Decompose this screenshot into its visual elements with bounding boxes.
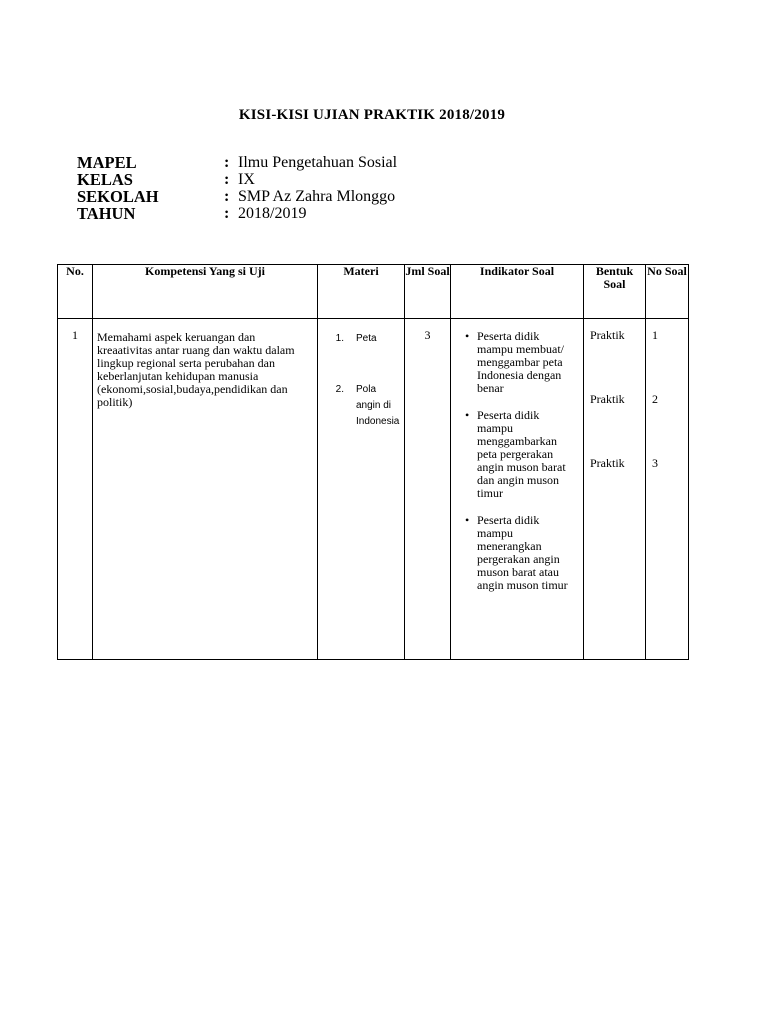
info-row-sekolah xyxy=(77,188,397,205)
info-value: IX xyxy=(238,170,255,188)
materi-item xyxy=(318,331,404,347)
indikator-text: • Peserta didik mampu menerangkan pergerakan angin muson barat atau angin muson timur xyxy=(477,513,568,592)
bentuk-soal-value: Praktik xyxy=(590,392,625,406)
kompetensi-text: Memahami aspek keruangan dan kreaativitas antar ruang dan waktu dalam lingkup regional serta perubahan dan keberlanjutan kehidupan manusia (ekonomi,sosial,budaya,pendidikan dan politik) xyxy=(93,319,318,660)
info-label: TAHUN xyxy=(77,203,136,223)
indikator-item xyxy=(465,514,579,592)
no-soal-value: 1 xyxy=(652,328,658,342)
header-indikator: Indikator Soal xyxy=(451,265,584,319)
info-colon: : xyxy=(224,153,230,171)
info-colon: : xyxy=(224,204,230,222)
header-materi: Materi xyxy=(318,265,405,319)
no-soal-value: 3 xyxy=(652,456,658,470)
indikator-item xyxy=(465,330,579,395)
info-value: SMP Az Zahra Mlonggo xyxy=(238,187,396,205)
info-row-tahun xyxy=(77,205,397,222)
bentuk-soal-value: Praktik xyxy=(590,456,625,470)
bentuk-soal-cell xyxy=(584,319,646,660)
indikator-text: • Peserta didik mampu membuat/ menggambar peta Indonesia dengan benar xyxy=(477,329,564,395)
info-colon: : xyxy=(224,187,230,205)
info-block xyxy=(77,154,397,222)
materi-item xyxy=(318,382,404,430)
info-row-mapel xyxy=(77,154,397,171)
materi-text: Peta xyxy=(356,333,377,344)
info-label: MAPEL xyxy=(77,152,137,172)
indikator-list xyxy=(451,319,583,592)
indikator-text: • Peserta didik mampu menggambarkan peta pergerakan angin muson barat dan angin muson timur xyxy=(477,408,566,500)
document-title: KISI-KISI UJIAN PRAKTIK 2018/2019 xyxy=(238,107,506,123)
info-value: Ilmu Pengetahuan Sosial xyxy=(238,153,398,171)
info-value: 2018/2019 xyxy=(238,204,307,222)
info-colon: : xyxy=(224,170,230,188)
jml-soal-value: 3 xyxy=(405,319,451,660)
header-kompetensi: Kompetensi Yang si Uji xyxy=(93,265,318,319)
header-no-soal: No Soal xyxy=(646,265,689,319)
no-soal-cell xyxy=(646,319,689,660)
materi-text: Pola angin di Indonesia xyxy=(356,384,400,427)
table-header-row xyxy=(58,265,689,319)
no-soal-value: 2 xyxy=(652,392,658,406)
kisi-kisi-table xyxy=(57,264,689,660)
materi-list xyxy=(318,319,404,430)
indikator-cell xyxy=(451,319,584,660)
row-number: 1 xyxy=(58,319,93,660)
indikator-item xyxy=(465,409,579,500)
bentuk-soal-value: Praktik xyxy=(590,328,625,342)
info-label: KELAS xyxy=(77,169,133,189)
materi-cell xyxy=(318,319,405,660)
info-label: SEKOLAH xyxy=(77,186,159,206)
header-no: No. xyxy=(58,265,93,319)
header-bentuk-soal: Bentuk Soal xyxy=(584,265,646,319)
materi-number: 1. xyxy=(335,333,344,344)
materi-number: 2. xyxy=(335,384,344,395)
header-jml-soal: Jml Soal xyxy=(405,265,451,319)
info-row-kelas xyxy=(77,171,397,188)
table-row xyxy=(58,319,689,660)
